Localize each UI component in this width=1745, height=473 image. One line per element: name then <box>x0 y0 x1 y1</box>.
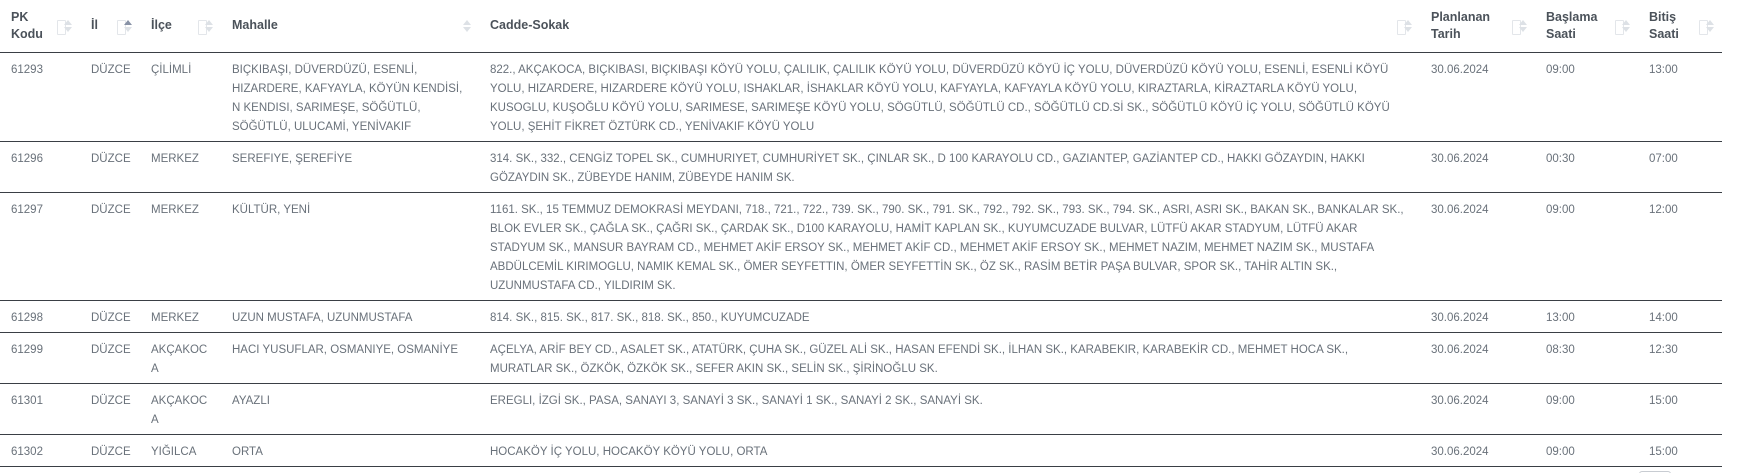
sort-icon[interactable] <box>63 15 72 37</box>
table-row <box>0 434 1722 466</box>
table-row <box>0 300 1722 332</box>
cell-bitis-saati: 12:30 <box>1638 332 1722 383</box>
cell-il: DÜZCE <box>80 434 140 466</box>
cell-bitis-saati: 14:00 <box>1638 300 1722 332</box>
column-header-ilce[interactable] <box>140 0 221 52</box>
cell-planlanan-tarih: 30.06.2024 <box>1420 52 1535 141</box>
column-header-planlanan-tarih[interactable] <box>1420 0 1535 52</box>
cell-pk-kodu: 61293 <box>0 52 80 141</box>
column-header-cadde-sokak[interactable] <box>479 0 1420 52</box>
cell-pk-kodu: 61301 <box>0 383 80 434</box>
column-header-il[interactable] <box>80 0 140 52</box>
cell-mahalle: BIÇKIBAŞI, DÜVERDÜZÜ, ESENLİ, HIZARDERE, KAFYAYLA, KÖYÜN KENDİSİ, N KENDISI, SARIMEŞE, SÖĞÜTLÜ, SÖĞÜTLÜ, ULUCAMİ, YENİVAKIF <box>221 52 479 141</box>
cell-mahalle: UZUN MUSTAFA, UZUNMUSTAFA <box>221 300 479 332</box>
column-header-pk-kodu[interactable] <box>0 0 80 52</box>
sort-icon[interactable] <box>462 15 471 37</box>
cell-il: DÜZCE <box>80 52 140 141</box>
column-header-label: Bitiş Saati <box>1649 9 1679 41</box>
column-header-label: İlçe <box>151 18 172 33</box>
cell-mahalle: SEREFIYE, ŞEREFİYE <box>221 141 479 192</box>
cell-baslama-saati: 08:30 <box>1535 332 1638 383</box>
cell-ilce: ÇİLİMLİ <box>140 52 221 141</box>
cell-il: DÜZCE <box>80 141 140 192</box>
cell-baslama-saati: 09:00 <box>1535 52 1638 141</box>
cell-cadde-sokak: 822., AKÇAKOCA, BIÇKIBASI, BIÇKIBAŞI KÖYÜ YOLU, ÇALILIK, ÇALILIK KÖYÜ YOLU, DÜVERDÜZÜ KÖYÜ İÇ YOLU, DÜVERDÜZÜ KÖYÜ YOLU, ESENLİ, ESENLİ KÖYÜ YOLU, HIZARDERE, HIZARDERE KÖYÜ YOLU, ISHAKLAR, İSHAKLAR KÖYÜ YOLU, KAFYAYLA, KAFYAYLA KÖYÜ YOLU, KIRAZTARLA, KİRAZTARLA KÖYÜ YOLU, KUSOGLU, KUŞOĞLU KÖYÜ YOLU, SARIMESE, SARIMEŞE KÖYÜ YOLU, SÖGÜTLÜ, SÖĞÜTLÜ CD., SÖĞÜTLÜ CD.Sİ SK., SÖĞÜTLÜ KÖYÜ İÇ YOLU, SÖĞÜTLÜ KÖYÜ YOLU, ŞEHİT FİKRET ÖZTÜRK CD., YENİVAKIF KÖYÜ YOLU <box>479 52 1420 141</box>
table-body <box>0 52 1722 466</box>
cell-bitis-saati: 15:00 <box>1638 434 1722 466</box>
sort-icon[interactable] <box>1621 15 1630 37</box>
cell-bitis-saati: 07:00 <box>1638 141 1722 192</box>
cell-cadde-sokak: HOCAKÖY İÇ YOLU, HOCAKÖY KÖYÜ YOLU, ORTA <box>479 434 1420 466</box>
cell-planlanan-tarih: 30.06.2024 <box>1420 141 1535 192</box>
cell-ilce: AKÇAKOCA <box>140 383 221 434</box>
sort-icon[interactable] <box>204 15 213 37</box>
cell-planlanan-tarih: 30.06.2024 <box>1420 192 1535 300</box>
cell-mahalle: AYAZLI <box>221 383 479 434</box>
sort-ascending-icon[interactable] <box>123 15 132 37</box>
cell-baslama-saati: 00:30 <box>1535 141 1638 192</box>
cell-ilce: MERKEZ <box>140 300 221 332</box>
cell-cadde-sokak: 314. SK., 332., CENGİZ TOPEL SK., CUMHURIYET, CUMHURİYET SK., ÇINLAR SK., D 100 KARAYOLU CD., GAZIANTEP, GAZİANTEP CD., HAKKI GÖZAYDIN, HAKKI GÖZAYDIN SK., ZÜBEYDE HANIM, ZÜBEYDE HANIM SK. <box>479 141 1420 192</box>
table-row <box>0 141 1722 192</box>
column-header-label: Mahalle <box>232 18 278 33</box>
table-row <box>0 192 1722 300</box>
cell-planlanan-tarih: 30.06.2024 <box>1420 434 1535 466</box>
sort-icon[interactable] <box>1705 15 1714 37</box>
column-header-label: Cadde-Sokak <box>490 18 570 33</box>
cell-bitis-saati: 13:00 <box>1638 52 1722 141</box>
sort-icon[interactable] <box>1403 15 1412 37</box>
cell-il: DÜZCE <box>80 300 140 332</box>
table-row <box>0 332 1722 383</box>
cell-cadde-sokak: 1161. SK., 15 TEMMUZ DEMOKRASİ MEYDANI, 718., 721., 722., 739. SK., 790. SK., 791. SK., 792., 792. SK., 793. SK., 794. SK., ASRI, ASRI SK., BAKAN SK., BANKALAR SK., BLOK EVLER SK., ÇAĞLA SK., ÇAĞRI SK., ÇARDAK SK., D100 KARAYOLU, HAMİT KAPLAN SK., KUYUMCUZADE BULVAR, LÜTFÜ AKAR STADYUM, LÜTFÜ AKAR STADYUM SK., MANSUR BAYRAM CD., MEHMET AKİF ERSOY SK., MEHMET AKİF CD., MEHMET AKİF ERSOY SK., MEHMET NAZIM, MEHMET NAZIM SK., MUSTAFA ABDÜLCEMİL KIRIMOGLU, NAMIK KEMAL SK., ÖMER SEYFETTIN, ÖMER SEYFETTİN SK., ÖZ SK., RASİM BETİR PAŞA BULVAR, SPOR SK., TAHİR ALTIN SK., UZUNMUSTAFA CD., YILDIRIM SK. <box>479 192 1420 300</box>
cell-il: DÜZCE <box>80 332 140 383</box>
cell-ilce: MERKEZ <box>140 141 221 192</box>
cell-bitis-saati: 15:00 <box>1638 383 1722 434</box>
cell-mahalle: ORTA <box>221 434 479 466</box>
column-header-label: İl <box>91 18 98 33</box>
column-header-mahalle[interactable] <box>221 0 479 52</box>
column-header-label: Planlanan Tarih <box>1431 9 1491 41</box>
column-header-bitis-saati[interactable] <box>1638 0 1722 52</box>
cell-pk-kodu: 61298 <box>0 300 80 332</box>
cell-mahalle: KÜLTÜR, YENİ <box>221 192 479 300</box>
table-row <box>0 383 1722 434</box>
table-row <box>0 52 1722 141</box>
cell-cadde-sokak: 814. SK., 815. SK., 817. SK., 818. SK., 850., KUYUMCUZADE <box>479 300 1420 332</box>
cell-baslama-saati: 09:00 <box>1535 383 1638 434</box>
cell-mahalle: HACI YUSUFLAR, OSMANIYE, OSMANİYE <box>221 332 479 383</box>
cell-ilce: MERKEZ <box>140 192 221 300</box>
cell-cadde-sokak: AÇELYA, ARİF BEY CD., ASALET SK., ATATÜRK, ÇUHA SK., GÜZEL ALİ SK., HASAN EFENDİ SK., İLHAN SK., KARABEKIR, KARABEKİR CD., MEHMET HOCA SK., MURATLAR SK., ÖZKÖK, ÖZKÖK SK., SEFER AKIN SK., SELİN SK., ŞİRİNOĞLU SK. <box>479 332 1420 383</box>
cell-ilce: AKÇAKOCA <box>140 332 221 383</box>
cell-bitis-saati: 12:00 <box>1638 192 1722 300</box>
sort-icon[interactable] <box>1518 15 1527 37</box>
cell-pk-kodu: 61302 <box>0 434 80 466</box>
cell-ilce: YIĞILCA <box>140 434 221 466</box>
cell-cadde-sokak: EREGLI, İZGİ SK., PASA, SANAYI 3, SANAYİ 3 SK., SANAYİ 1 SK., SANAYİ 2 SK., SANAYİ SK. <box>479 383 1420 434</box>
cell-pk-kodu: 61297 <box>0 192 80 300</box>
cell-baslama-saati: 09:00 <box>1535 192 1638 300</box>
cell-il: DÜZCE <box>80 192 140 300</box>
cell-baslama-saati: 13:00 <box>1535 300 1638 332</box>
column-header-label: PK Kodu <box>11 9 43 41</box>
cell-planlanan-tarih: 30.06.2024 <box>1420 300 1535 332</box>
cell-pk-kodu: 61296 <box>0 141 80 192</box>
header-row <box>0 0 1722 52</box>
cell-il: DÜZCE <box>80 383 140 434</box>
column-header-label: Başlama Saati <box>1546 9 1598 41</box>
column-header-baslama-saati[interactable] <box>1535 0 1638 52</box>
cell-planlanan-tarih: 30.06.2024 <box>1420 332 1535 383</box>
table-header <box>0 0 1722 52</box>
cell-pk-kodu: 61299 <box>0 332 80 383</box>
cell-baslama-saati: 09:00 <box>1535 434 1638 466</box>
cell-planlanan-tarih: 30.06.2024 <box>1420 383 1535 434</box>
